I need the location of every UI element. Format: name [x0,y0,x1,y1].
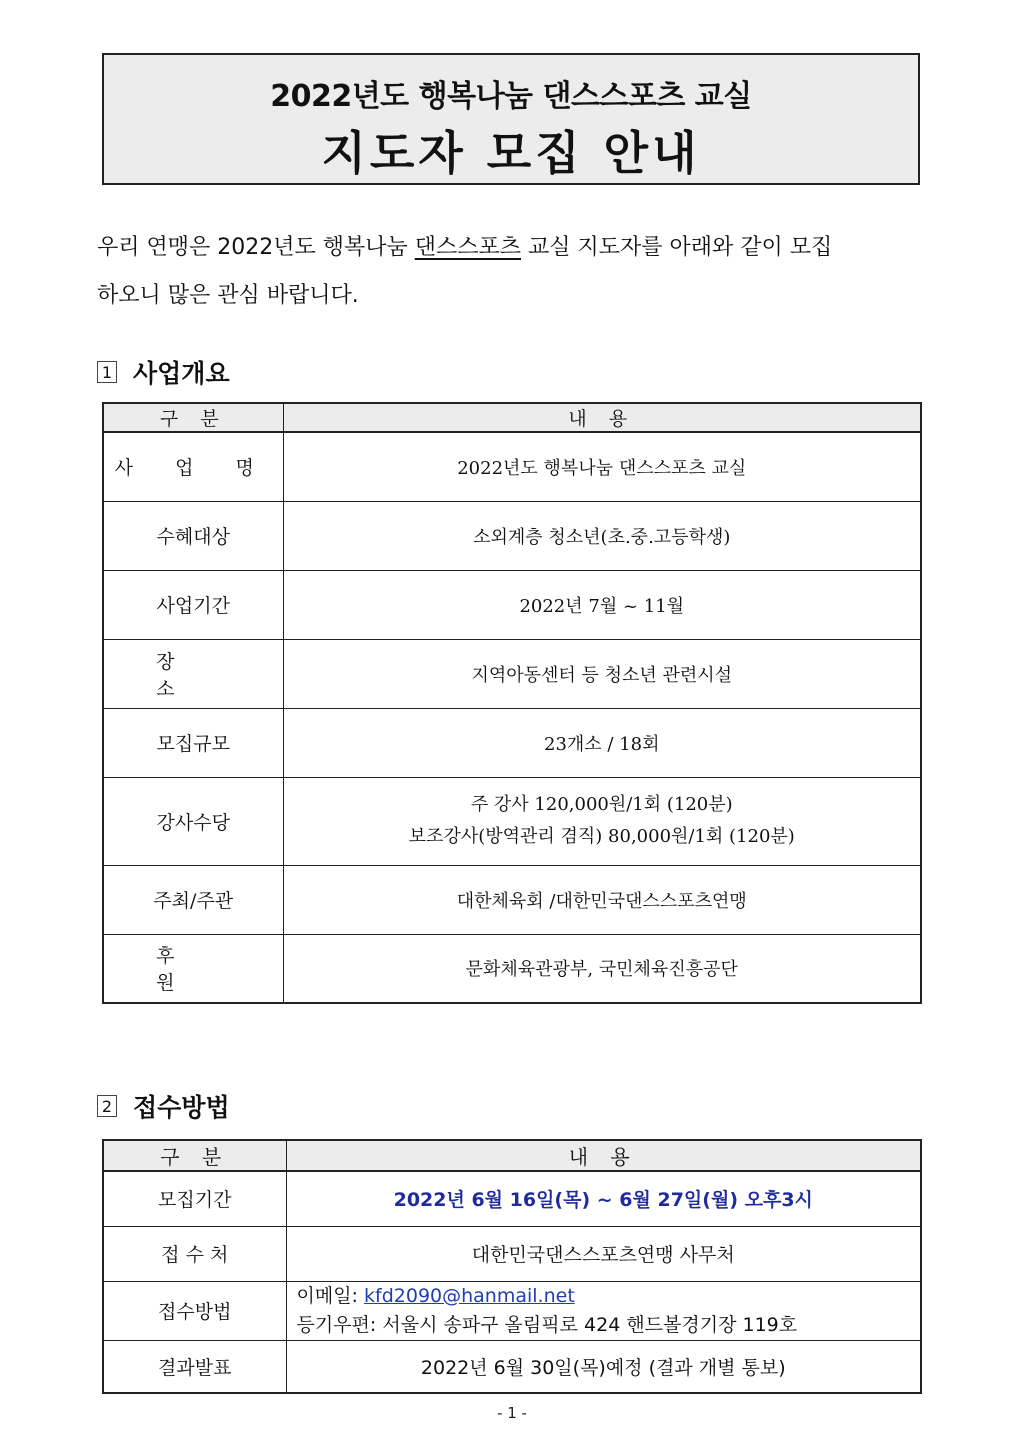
section-heading-overview [97,354,230,390]
intro-text-1: 우리 연맹은 2022년도 행복나눔 [97,235,415,260]
table-row [103,1281,921,1340]
row-key: 사 업 명 [103,432,283,501]
row-value-line-1: 주 강사 120,000원/1회 (120분) [470,794,733,815]
row-value: 대한체육회 /대한민국댄스스포츠연맹 [283,865,921,934]
row-value: 문화체육관광부, 국민체육진흥공단 [283,934,921,1003]
title-line-1: 2022년도 행복나눔 댄스스포츠 교실 [270,79,752,114]
row-key: 후 원 [103,934,283,1003]
title-line-2: 지도자 모집 안내 [321,126,701,180]
row-key: 주최/주관 [103,865,283,934]
row-value: 2022년도 행복나눔 댄스스포츠 교실 [283,432,921,501]
row-value: 2022년 7월 ~ 11월 [283,570,921,639]
table-row [103,934,921,1003]
table-row [103,865,921,934]
table-row [103,708,921,777]
page-number: - 1 - [497,1404,527,1422]
section-number-box: 2 [97,1095,117,1117]
section-title: 사업개요 [133,359,230,388]
table-row [103,570,921,639]
row-key: 접 수 처 [103,1226,286,1281]
row-key: 장 소 [103,639,283,708]
intro-text-2: 교실 지도자를 아래와 같이 모집 [521,235,833,260]
row-value: 2022년 6월 30일(목)예정 (결과 개별 통보) [286,1340,921,1393]
row-value-line-2: 보조강사(방역관리 겸직) 80,000원/1회 (120분) [408,826,795,847]
row-value: 대한민국댄스스포츠연맹 사무처 [286,1226,921,1281]
intro-text-line-2: 하오니 많은 관심 바랍니다. [97,283,359,308]
section-heading-application [97,1088,230,1124]
row-value: 지역아동센터 등 청소년 관련시설 [283,639,921,708]
table-row [103,639,921,708]
intro-underlined-word: 댄스스포츠 [414,235,521,260]
section-title: 접수방법 [133,1093,230,1122]
row-key: 모집규모 [103,708,283,777]
table-row [103,432,921,501]
row-value [286,1281,921,1340]
table-row [103,501,921,570]
header-category: 구 분 [103,403,283,432]
intro-paragraph [97,224,927,320]
row-key: 사업기간 [103,570,283,639]
row-key: 수혜대상 [103,501,283,570]
row-value: 소외계층 청소년(초.중.고등학생) [283,501,921,570]
application-table [102,1139,922,1394]
table-header-row [103,403,921,432]
header-category: 구 분 [103,1140,286,1171]
section-number-box: 1 [97,361,117,383]
email-link[interactable]: kfd2090@hanmail.net [364,1284,575,1307]
table-header-row [103,1140,921,1171]
table-row [103,1226,921,1281]
row-key: 강사수당 [103,777,283,865]
row-value [283,777,921,865]
row-key: 결과발표 [103,1340,286,1393]
header-content: 내 용 [283,403,921,432]
table-row [103,1340,921,1393]
header-content: 내 용 [286,1140,921,1171]
table-row [103,777,921,865]
table-row [103,1171,921,1226]
row-key: 모집기간 [103,1171,286,1226]
title-box [102,53,920,185]
overview-table [102,402,922,1004]
row-key: 접수방법 [103,1281,286,1340]
row-value: 23개소 / 18회 [283,708,921,777]
mail-address: 등기우편: 서울시 송파구 올림픽로 424 핸드볼경기장 119호 [296,1313,798,1336]
row-value: 2022년 6월 16일(목) ~ 6월 27일(월) 오후3시 [286,1171,921,1226]
email-label: 이메일: [296,1284,365,1307]
